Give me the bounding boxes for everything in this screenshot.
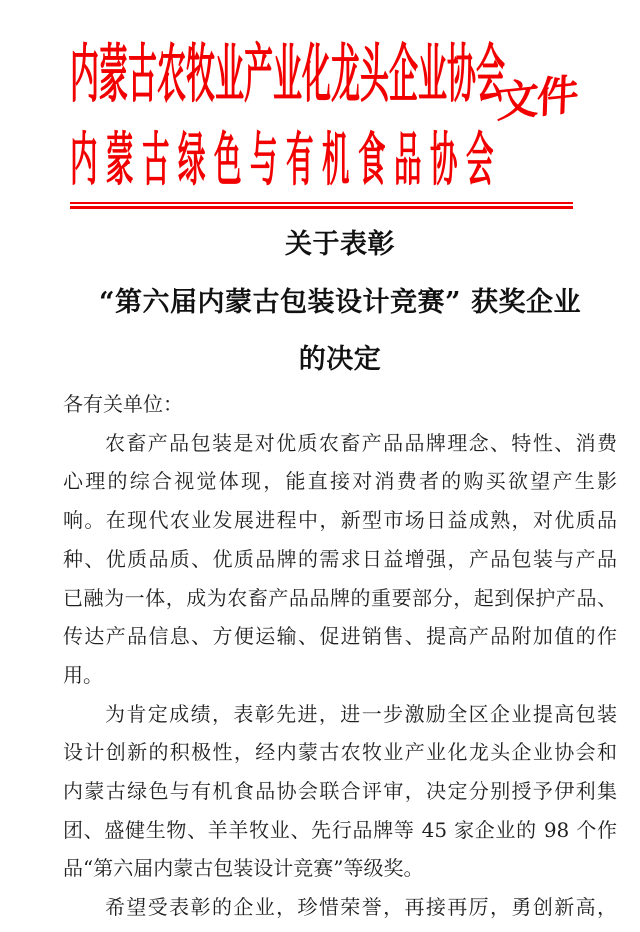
title-line-2: “第六届内蒙古包装设计竞赛” 获奖企业 [99, 286, 581, 318]
body-line: 内蒙古绿色与有机食品协会联合评审，决定分别授予伊利集 [63, 779, 617, 804]
title-line-3: 的决定 [298, 344, 382, 375]
body-line: 传达产品信息、方便运输、促进销售、提高产品附加值的作 [63, 624, 617, 649]
body-line: 品“第六届内蒙古包装设计竞赛”等级奖。 [63, 856, 424, 881]
org-name-line1: 内蒙古农牧业产业化龙头企业协会 [70, 36, 506, 112]
body-line: 团、盛健生物、羊羊牧业、先行品牌等 45 家企业的 98 个作 [63, 817, 617, 842]
salutation: 各有关单位： [63, 392, 183, 416]
org-name-line2: 内蒙古绿色与有机食品协会 [70, 124, 503, 193]
document-title [63, 216, 617, 389]
title-line-1: 关于表彰 [285, 229, 395, 260]
doc-type-label: 文件 [496, 69, 578, 128]
body-line: 心理的综合视觉体现，能直接对消费者的购买欲望产生影 [63, 469, 617, 494]
body-paragraphs [63, 424, 617, 927]
body-line: 农畜产品包装是对优质农畜产品品牌理念、特性、消费 [105, 430, 617, 455]
document-body [63, 385, 617, 927]
body-line: 已融为一体，成为农畜产品品牌的重要部分，起到保护产品、 [63, 585, 617, 610]
body-line: 响。在现代农业发展进程中，新型市场日益成熟，对优质品 [63, 508, 617, 533]
body-line: 为肯定成绩，表彰先进，进一步激励全区企业提高包装 [105, 701, 617, 726]
red-divider-rule [70, 202, 573, 209]
body-line: 希望受表彰的企业，珍惜荣誉，再接再厉，勇创新高， [105, 895, 617, 920]
body-line: 用。 [63, 662, 103, 687]
body-line: 种、优质品质、优质品牌的需求日益增强，产品包装与产品 [63, 546, 617, 571]
body-line: 设计创新的积极性，经内蒙古农牧业产业化龙头企业协会和 [63, 740, 617, 765]
